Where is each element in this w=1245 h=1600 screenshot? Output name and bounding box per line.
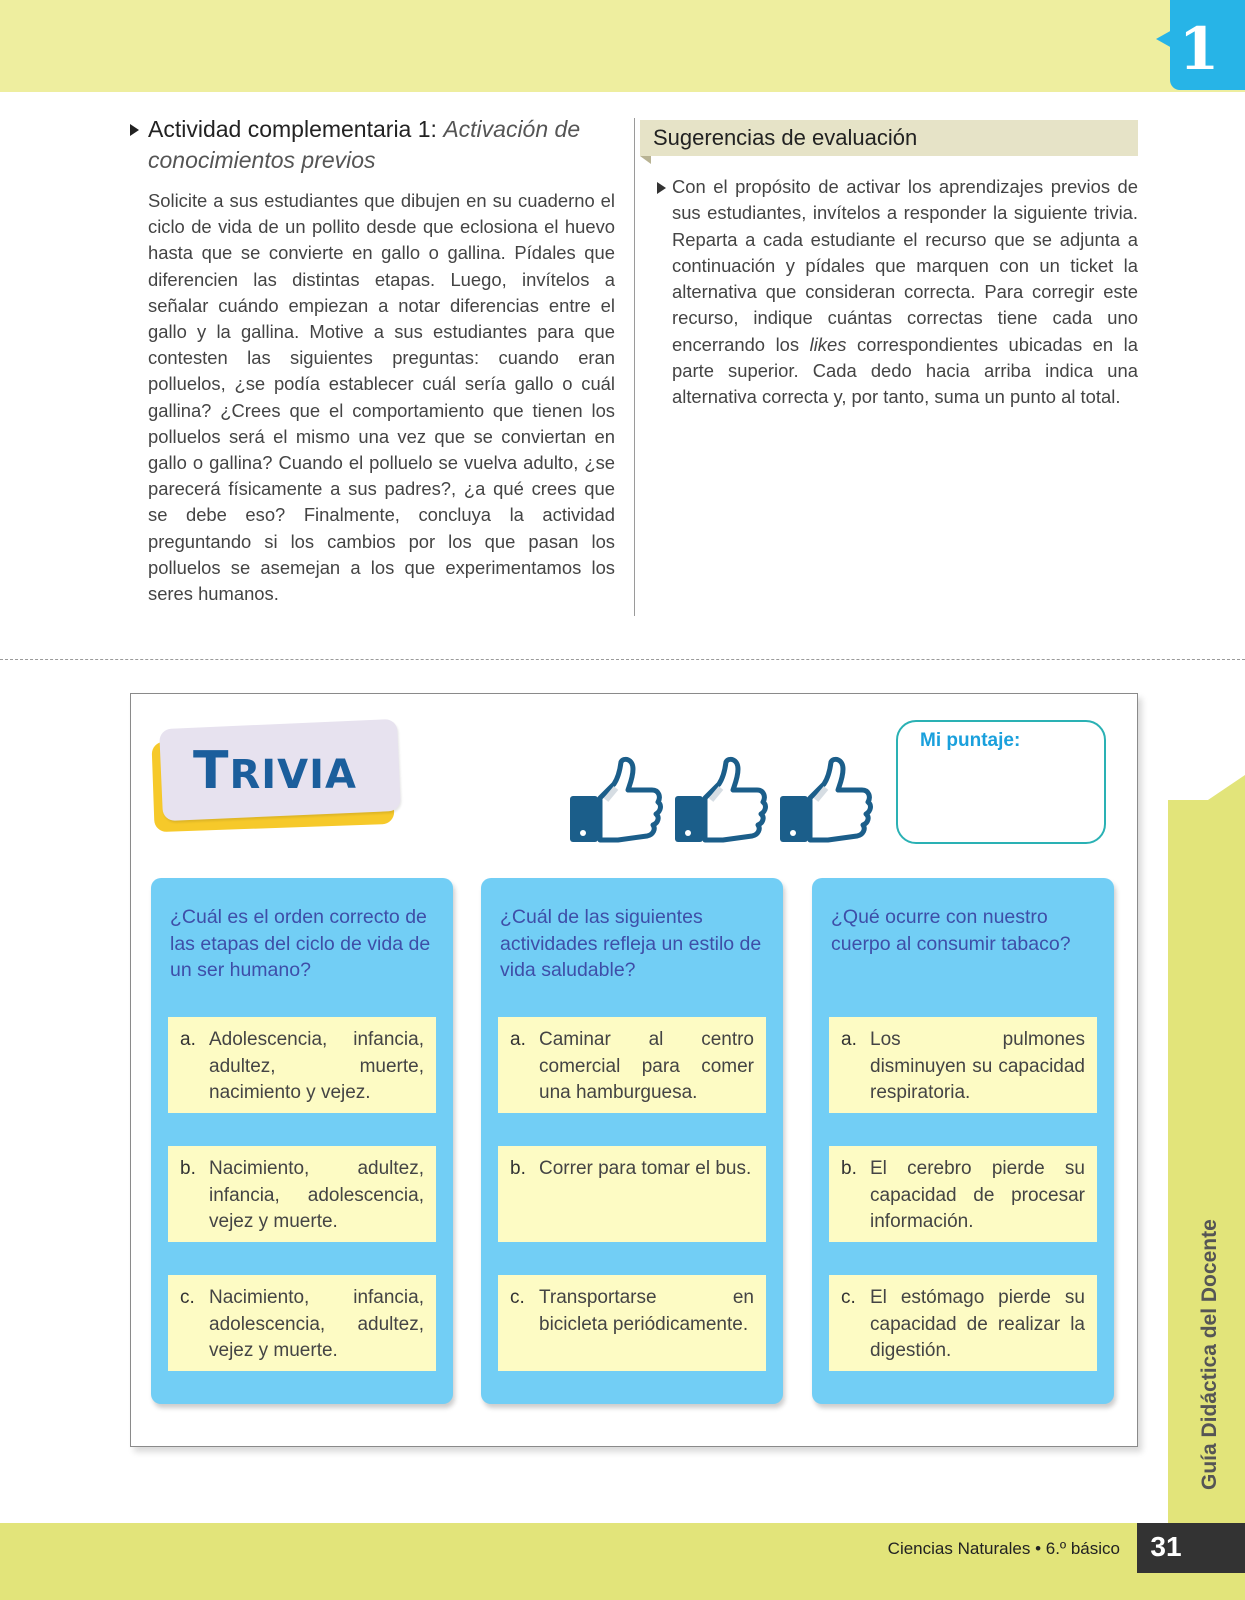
trivia-title-rest: RIVIA [229, 752, 357, 798]
evaluation-text-before: Con el propósito de activar los aprendizajes previos de sus estudiantes, invítelos a responder la siguiente trivia. Reparta a cada estudiante el recurso que se adjunta a continuación y pídales que marquen con un ticket la alternativa que consideran correcta. Para corregir este recurso, indique cuántas correctas tiene cada uno encerrando los [672, 176, 1138, 355]
option-text: Caminar al centro comercial para comer una hamburguesa. [539, 1029, 754, 1103]
evaluation-text [640, 174, 1138, 411]
trivia-option[interactable] [498, 1275, 766, 1371]
activity-title-prefix: Actividad complementaria 1: [148, 116, 437, 142]
option-text: Transportarse en bicicleta periódicamente. [539, 1287, 754, 1335]
trivia-card [151, 878, 453, 1404]
option-text: Los pulmones disminuyen su capacidad respiratoria. [870, 1029, 1085, 1103]
option-text: El cerebro pierde su capacidad de procesar información. [870, 1158, 1085, 1232]
trivia-option[interactable] [829, 1146, 1097, 1242]
option-letter: b. [510, 1158, 526, 1179]
trivia-question: ¿Cuál es el orden correcto de las etapas del ciclo de vida de un ser humano? [170, 906, 431, 981]
likes-row [566, 756, 886, 846]
option-letter: b. [180, 1158, 196, 1179]
score-label: Mi puntaje: [920, 730, 1021, 751]
cut-line [0, 659, 1245, 660]
trivia-title-first: T [193, 741, 230, 801]
option-letter: c. [841, 1287, 856, 1308]
bullet-triangle-icon [130, 124, 139, 136]
trivia-title [193, 738, 357, 808]
trivia-option[interactable] [829, 1275, 1097, 1371]
option-letter: c. [180, 1287, 195, 1308]
thumbs-up-icon[interactable] [776, 756, 876, 846]
header-band [0, 0, 1245, 92]
trivia-option[interactable] [168, 1146, 436, 1242]
activity-body: Solicite a sus estudiantes que dibujen en su cuaderno el ciclo de vida de un pollito desde que eclosiona el huevo hasta que se convierte en gallo o gallina. Pídales que diferencien las distintas etapas. Luego, invítelos a señalar cuándo empiezan a notar diferencias entre el gallo y la gallina. Motive a sus estudiantes para que contesten las siguientes preguntas: cuando eran polluelos, ¿se podía establecer cuál sería gallo o cuál gallina? ¿Crees que el comportamiento que tienen los polluelos será el mismo una vez que se conviertan en gallo o gallina? Cuando el polluelo se vuelva adulto, ¿se parecerá físicamente a sus padres?, ¿a qué crees que se debe eso? Finalmente, concluya la actividad preguntando si los cambios por los que pasan los polluelos se asemejan a los que experimentamos los seres humanos. [148, 190, 615, 605]
score-box[interactable] [896, 720, 1106, 844]
activity-title-italic: Activación de conocimientos previos [148, 116, 581, 173]
option-letter: a. [510, 1029, 526, 1050]
trivia-card [812, 878, 1114, 1404]
chapter-number: 1 [1178, 15, 1220, 83]
thumbs-up-icon[interactable] [566, 756, 666, 846]
bullet-triangle-icon [657, 182, 666, 194]
column-divider [634, 118, 635, 616]
evaluation-heading-text: Sugerencias de evaluación [653, 125, 918, 150]
option-text: Adolescencia, infancia, adultez, muerte, nacimiento y vejez. [209, 1029, 424, 1103]
trivia-option[interactable] [498, 1017, 766, 1113]
heading-fold [640, 156, 651, 164]
option-text: Nacimiento, adultez, infancia, adolescencia, vejez y muerte. [209, 1158, 424, 1232]
trivia-question: ¿Qué ocurre con nuestro cuerpo al consumir tabaco? [831, 906, 1071, 955]
trivia-question: ¿Cuál de las siguientes actividades refleja un estilo de vida saludable? [500, 906, 762, 981]
option-text: Nacimiento, infancia, adolescencia, adultez, vejez y muerte. [209, 1287, 424, 1361]
option-letter: a. [841, 1029, 857, 1050]
activity-column [130, 114, 615, 607]
option-letter: b. [841, 1158, 857, 1179]
page-number: 31 [1150, 1531, 1182, 1562]
trivia-option[interactable] [168, 1017, 436, 1113]
trivia-card [481, 878, 783, 1404]
evaluation-text-after: correspondientes ubicadas en la parte superior. Cada dedo hacia arriba indica una alternativa correcta y, por tanto, suma un punto al total. [672, 333, 1138, 408]
evaluation-text-italic: likes [809, 333, 847, 355]
trivia-option[interactable] [829, 1017, 1097, 1113]
footer-subject: Ciencias Naturales • 6.º básico [887, 1539, 1120, 1558]
trivia-option[interactable] [498, 1146, 766, 1242]
evaluation-column [640, 120, 1138, 411]
option-text: El estómago pierde su capacidad de realizar la digestión. [870, 1287, 1085, 1361]
side-label: Guía Didáctica del Docente [1198, 1219, 1221, 1490]
option-letter: c. [510, 1287, 525, 1308]
trivia-option[interactable] [168, 1275, 436, 1371]
trivia-resource [130, 693, 1138, 1447]
thumbs-up-icon[interactable] [671, 756, 771, 846]
option-text: Correr para tomar el bus. [539, 1158, 752, 1179]
activity-title [130, 114, 615, 176]
option-letter: a. [180, 1029, 196, 1050]
evaluation-heading [640, 120, 1138, 156]
